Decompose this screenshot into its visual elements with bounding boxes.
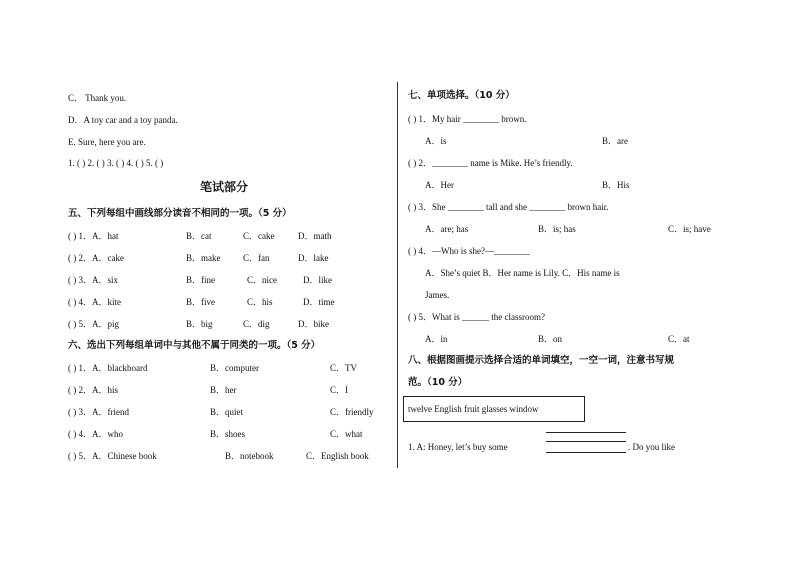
answer-line-top xyxy=(546,432,626,433)
sec7-q5-a: A．in xyxy=(425,334,448,344)
sec5-q2-d: D．lake xyxy=(298,253,329,263)
sec6-q5-b: B．notebook xyxy=(225,451,274,461)
sec6-q3-b: B．quiet xyxy=(210,407,243,417)
sec7-q2: ( ) 2．________ name is Mike. He’s friendly. xyxy=(408,158,573,168)
sec7-q5-b: B．on xyxy=(538,334,563,344)
sec6-q2-b: B．her xyxy=(210,385,237,395)
sec5-q4-b: B．five xyxy=(186,297,215,307)
answer-line-bottom xyxy=(546,452,626,453)
sec5-q5-d: D．bike xyxy=(298,319,329,329)
column-divider xyxy=(397,82,398,468)
sec6-q3-c: C．friendly xyxy=(330,407,374,417)
sec8-q1-end: . Do you like xyxy=(628,442,675,452)
sec5-q4-c: C．his xyxy=(247,297,273,307)
sec7-q1-b: B．are xyxy=(602,136,628,146)
sec6-q5-c: C．English book xyxy=(306,451,369,461)
sec6-q1-b: B．computer xyxy=(210,363,259,373)
sec6-q4-b: B．shoes xyxy=(210,429,246,439)
sec5-q1-a: ( ) 1．A．hat xyxy=(68,231,119,241)
sec5-q1-c: C．cake xyxy=(243,231,275,241)
sec7-q3: ( ) 3．She ________ tall and she ________ brown hair. xyxy=(408,202,609,212)
option-d: D．A toy car and a toy panda. xyxy=(68,115,178,125)
word-bank-box xyxy=(403,396,585,422)
sec7-q1: ( ) 1．My hair ________ brown. xyxy=(408,114,527,124)
sec6-q1-a: ( ) 1．A．blackboard xyxy=(68,363,148,373)
sec5-q5-b: B．big xyxy=(186,319,213,329)
sec7-q5: ( ) 5．What is ______ the classroom? xyxy=(408,312,545,322)
sec5-q3-b: B．fine xyxy=(186,275,215,285)
sec8-title-line2: 范。（10 分） xyxy=(408,377,468,388)
sec7-q5-c: C．at xyxy=(668,334,690,344)
option-e: E. Sure, here you are. xyxy=(68,137,146,147)
sec6-q4-a: ( ) 4．A．who xyxy=(68,429,123,439)
sec6-q2-a: ( ) 2．A．his xyxy=(68,385,118,395)
sec7-q1-a: A．is xyxy=(425,136,447,146)
sec7-q3-a: A．are; has xyxy=(425,224,469,234)
written-section-title: 笔试部分 xyxy=(200,180,249,194)
answer-line-middle xyxy=(546,441,626,442)
option-c: C． Thank you. xyxy=(68,93,127,103)
sec5-q3-a: ( ) 3．A．six xyxy=(68,275,118,285)
sec5-q5-a: ( ) 5．A．pig xyxy=(68,319,119,329)
sec7-q2-b: B．His xyxy=(602,180,630,190)
sec5-q5-c: C．dig xyxy=(243,319,270,329)
sec5-q3-c: C．nice xyxy=(247,275,277,285)
sec7-q4: ( ) 4．—Who is she?—________ xyxy=(408,246,530,256)
sec5-q2-c: C．fan xyxy=(243,253,270,263)
sec7-q3-b: B．is; has xyxy=(538,224,576,234)
sec6-q3-a: ( ) 3．A．friend xyxy=(68,407,129,417)
sec5-q4-d: D．time xyxy=(303,297,335,307)
word-bank: twelve English fruit glasses window xyxy=(408,404,539,414)
sec6-q5-a: ( ) 5．A．Chinese book xyxy=(68,451,157,461)
sec6-q4-c: C．what xyxy=(330,429,363,439)
answer-blanks: 1. ( ) 2. ( ) 3. ( ) 4. ( ) 5. ( ) xyxy=(68,158,164,168)
sec5-q1-b: B．cat xyxy=(186,231,212,241)
sec8-title-line1: 八、根据图画提示选择合适的单词填空，一空一词，注意书写规 xyxy=(408,355,675,366)
sec5-q1-d: D．math xyxy=(298,231,332,241)
sec5-q2-a: ( ) 2．A．cake xyxy=(68,253,124,263)
sec5-q3-d: D．like xyxy=(303,275,332,285)
sec8-q1-start: 1. A: Honey, let’s buy some xyxy=(408,442,508,452)
sec7-q2-a: A．Her xyxy=(425,180,454,190)
sec7-title: 七、单项选择。（10 分） xyxy=(408,90,515,101)
sec5-title: 五、下列每组中画线部分读音不相同的一项。（5 分） xyxy=(68,208,292,219)
sec6-q1-c: C．TV xyxy=(330,363,358,373)
sec5-q2-b: B．make xyxy=(186,253,221,263)
sec5-q4-a: ( ) 4．A．kite xyxy=(68,297,121,307)
sec7-q3-c: C．is; have xyxy=(668,224,711,234)
sec7-q4-continuation: James. xyxy=(425,290,450,300)
sec6-title: 六、选出下列每组单词中与其他不属于同类的一项。（5 分） xyxy=(68,340,321,351)
sec7-q4-options: A．She’s quiet B．Her name is Lily. C．His name is xyxy=(425,268,620,278)
sec6-q2-c: C．I xyxy=(330,385,349,395)
